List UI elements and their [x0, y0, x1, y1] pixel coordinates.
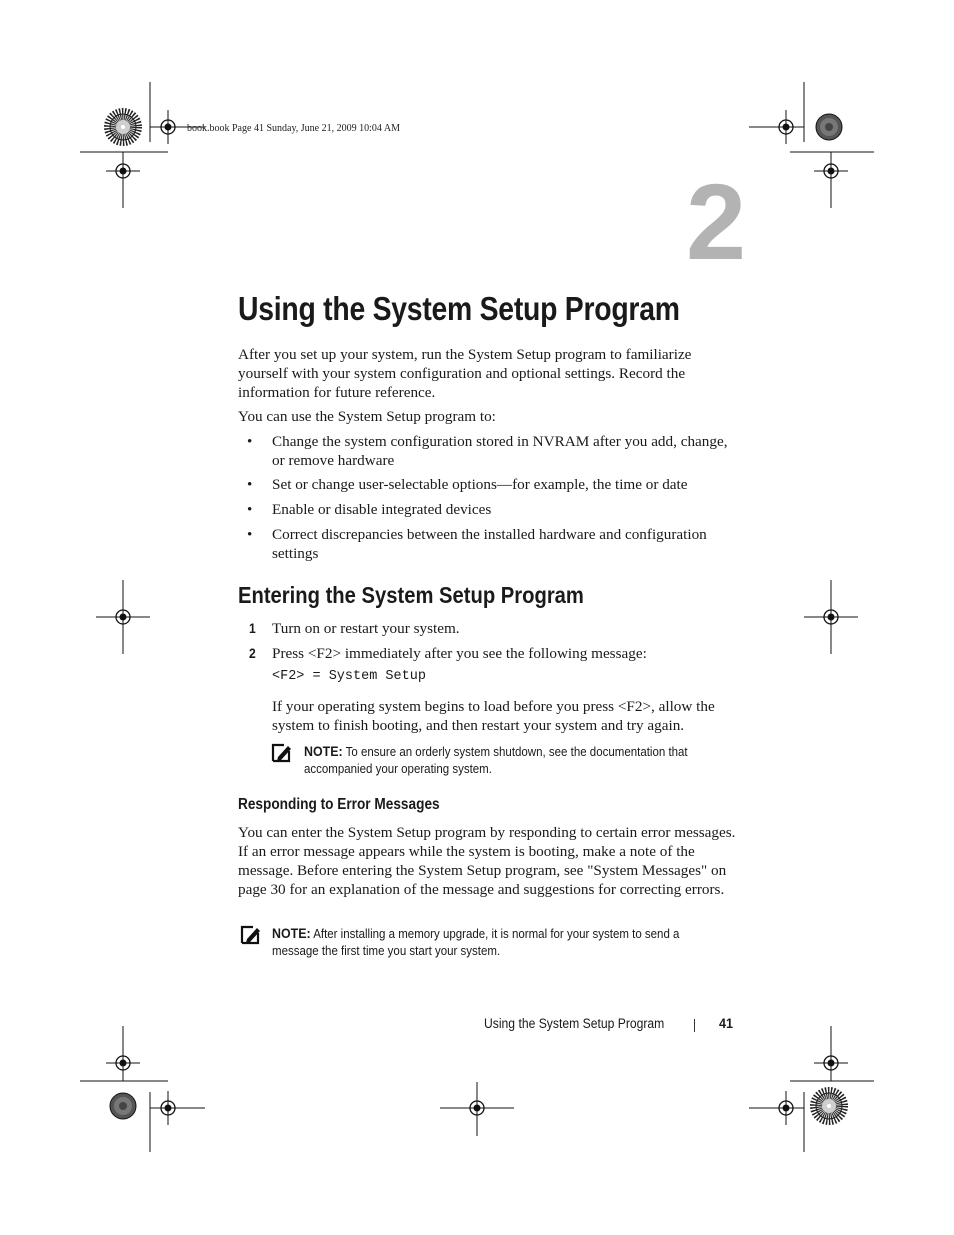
note-pencil-icon [270, 742, 292, 764]
list-item: Set or change user-selectable options—for example, the time or date [272, 476, 688, 493]
code-message: <F2> = System Setup [272, 669, 426, 684]
list-item: Enable or disable integrated devices [272, 501, 492, 518]
step-number: 2 [249, 646, 256, 661]
error-messages-paragraph: You can enter the System Setup program by responding to certain error messages. If an error message appears while the system is booting, make a note of the message. Before entering the System Setup program, see "System Messages" on page 30 for an explanation of the message and suggestions for correcting errors. [238, 824, 736, 898]
bullet-marker: • [247, 433, 253, 450]
page-number: 41 [719, 1015, 734, 1031]
note-memory-upgrade [272, 925, 727, 960]
list-item: Change the system configuration stored in NVRAM after you add, change, or remove hardware [272, 433, 728, 469]
bullet-marker: • [247, 476, 253, 493]
note-pencil-icon [239, 924, 261, 946]
bullet-marker: • [247, 501, 253, 518]
chapter-number: 2 [686, 161, 745, 282]
color-wheel-icon [816, 1093, 842, 1119]
intro-lead: You can use the System Setup program to: [238, 408, 496, 425]
bullet-marker: • [247, 526, 253, 543]
list-item: Correct discrepancies between the installed hardware and configuration settings [272, 526, 707, 562]
step-number: 1 [249, 621, 256, 636]
print-slug: book.book Page 41 Sunday, June 21, 2009 10:04 AM [187, 123, 400, 134]
running-footer: Using the System Setup Program [484, 1016, 665, 1031]
note-text: After installing a memory upgrade, it is normal for your system to send a message the first time you start your system. [272, 927, 680, 958]
note-label: NOTE: [304, 744, 343, 759]
step-text: Press <F2> immediately after you see the following message: [272, 645, 647, 662]
page-title: Using the System Setup Program [238, 290, 680, 327]
subsection-heading: Responding to Error Messages [238, 796, 440, 813]
note-label: NOTE: [272, 926, 311, 941]
note-orderly-shutdown [304, 743, 732, 778]
step-followup: If your operating system begins to load before you press <F2>, allow the system to finish booting, and then restart your system and try again. [272, 698, 715, 734]
section-heading: Entering the System Setup Program [238, 582, 584, 608]
color-wheel-icon [816, 114, 842, 140]
note-text: To ensure an orderly system shutdown, see the documentation that accompanied your operating system. [304, 745, 688, 776]
color-wheel-icon [110, 1093, 136, 1119]
color-wheel-icon [110, 114, 136, 140]
step-text: Turn on or restart your system. [272, 620, 460, 637]
intro-paragraph: After you set up your system, run the System Setup program to familiarize yourself with your system configuration and optional settings. Record the information for future reference. [238, 346, 692, 401]
footer-divider [694, 1019, 695, 1032]
